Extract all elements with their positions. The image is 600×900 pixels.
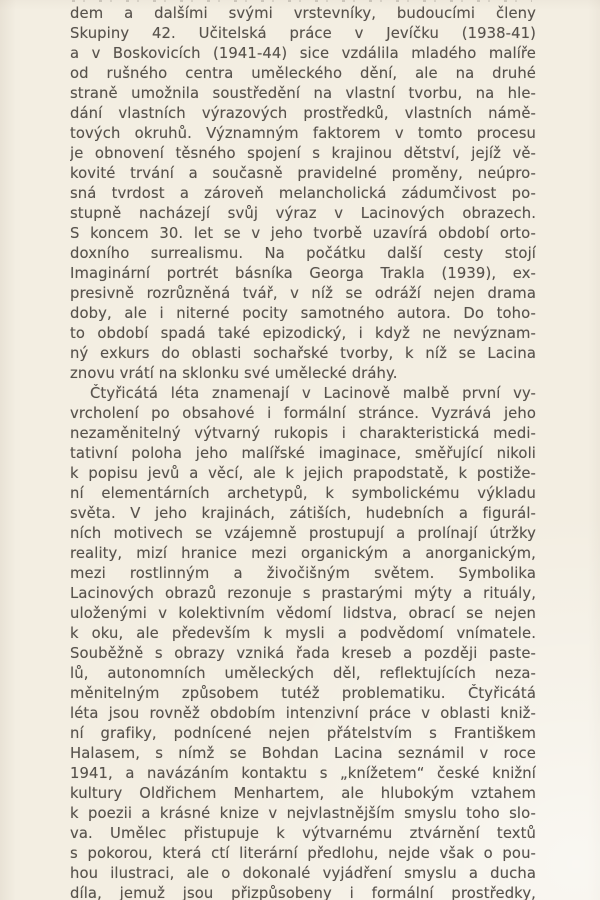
- text-line: hou ilustraci, ale o dokonalé vyjádření smyslu a ducha: [70, 865, 536, 882]
- text-line: léta jsou rovněž obdobím intenzivní práce v oblasti kniž-: [70, 705, 536, 722]
- text-line: va. Umělec přistupuje k výtvarnému ztvárnění textů: [70, 825, 536, 842]
- text-line: a v Boskovicích (1941-44) sice vzdálila mladého malíře: [70, 45, 536, 62]
- text-line: je obnovení těsného spojení s krajinou dětství, jejíž vě-: [70, 145, 536, 162]
- text-line: ních motivech se vzájemně prostupují a prolínají útržky: [70, 525, 536, 542]
- text-line: tativní poloha jeho malířské imaginace, směřující nikoli: [70, 445, 536, 462]
- text-line: k oku, ale především k mysli a podvědomí vnímatele.: [70, 625, 536, 642]
- text-line: Čtyřicátá léta znamenají v Lacinově malbě první vy-: [90, 385, 536, 402]
- text-line: reality, mizí hranice mezi organickým a anorganickým,: [70, 545, 536, 562]
- text-line: mezi rostlinným a živočišným světem. Symbolika: [70, 565, 536, 582]
- text-line: uloženými v kolektivním vědomí lidstva, obrací se nejen: [70, 605, 536, 622]
- text-line: nezaměnitelný výtvarný rukopis i charakteristická medi-: [70, 425, 536, 442]
- text-line: doby, ale i niterné pocity samotného autora. Do toho-: [70, 305, 536, 322]
- text-line: ný exkurs do oblasti sochařské tvorby, k níž se Lacina: [70, 345, 536, 362]
- text-line: tových okruhů. Významným faktorem v tomto procesu: [70, 125, 536, 142]
- text-line: k poezii a krásné knize v nejvlastnějším smyslu toho slo-: [70, 805, 536, 822]
- text-line: 1941, a navázáním kontaktu s „knížetem“ české knižní: [70, 765, 536, 782]
- text-line: Halasem, s nímž se Bohdan Lacina seznámil v roce: [70, 745, 536, 762]
- text-line: Souběžně s obrazy vzniká řada kreseb a později paste-: [70, 645, 536, 662]
- text-line: to období spadá také epizodický, i když ne nevýznam-: [70, 325, 536, 342]
- text-line: měnitelným způsobem tutéž problematiku. Čtyřicátá: [70, 685, 536, 702]
- text-line: vrcholení po obsahové i formální stránce. Vyzrává jeho: [70, 405, 536, 422]
- text-line: lů, autonomních uměleckých děl, reflektujících neza-: [70, 665, 536, 682]
- text-line: kultury Oldřichem Menhartem, ale hlubokým vztahem: [70, 785, 536, 802]
- text-line: Lacinových obrazů rezonuje s prastarými mýty a rituály,: [70, 585, 536, 602]
- text-line: dem a dalšími svými vrstevníky, budoucími členy: [70, 5, 536, 22]
- text-line: Skupiny 42. Učitelská práce v Jevíčku (1938-41): [70, 25, 536, 42]
- text-line: Imaginární portrét básníka Georga Trakla (1939), ex-: [70, 265, 536, 282]
- paragraph: [70, 384, 536, 900]
- paragraph: [70, 4, 536, 384]
- text-line: doxního surrealismu. Na počátku další cesty stojí: [70, 245, 536, 262]
- text-line: světa. V jeho krajinách, zátiších, hudebních a figurál-: [70, 505, 536, 522]
- text-line: s pokorou, která ctí literární předlohu, nejde však o pou-: [70, 845, 536, 862]
- text-line: k popisu jevů a věcí, ale k jejich prapodstatě, k postiže-: [70, 465, 536, 482]
- text-line: presivně rozrůzněná tvář, v níž se odráží nejen drama: [70, 285, 536, 302]
- text-line: díla, jemuž jsou přizpůsobeny i formální prostředky,: [70, 885, 536, 900]
- text-line: znovu vrátí na sklonku své umělecké dráhy.: [70, 365, 398, 382]
- text-line: ní grafiky, podnícené nejen přátelstvím s Františkem: [70, 725, 536, 742]
- text-line: sná tvrdost a zároveň melancholická zádumčivost po-: [70, 185, 536, 202]
- text-line: ní elementárních archetypů, k symbolickému výkladu: [70, 485, 536, 502]
- text-line: kovité trvání a současně pravidelné proměny, neúpro-: [70, 165, 536, 182]
- text-line: od rušného centra uměleckého dění, ale na druhé: [70, 65, 536, 82]
- text-line: straně umožnila soustředění na vlastní tvorbu, na hle-: [70, 85, 536, 102]
- cropped-line-remnant: [72, 0, 532, 2]
- text-line: dání vlastních výrazových prostředků, vlastních námě-: [70, 105, 536, 122]
- text-line: stupně nacházejí svůj výraz v Lacinových obrazech.: [70, 205, 536, 222]
- text-line: S koncem 30. let se v jeho tvorbě uzavírá období orto-: [70, 225, 536, 242]
- body-text-column: [70, 4, 536, 900]
